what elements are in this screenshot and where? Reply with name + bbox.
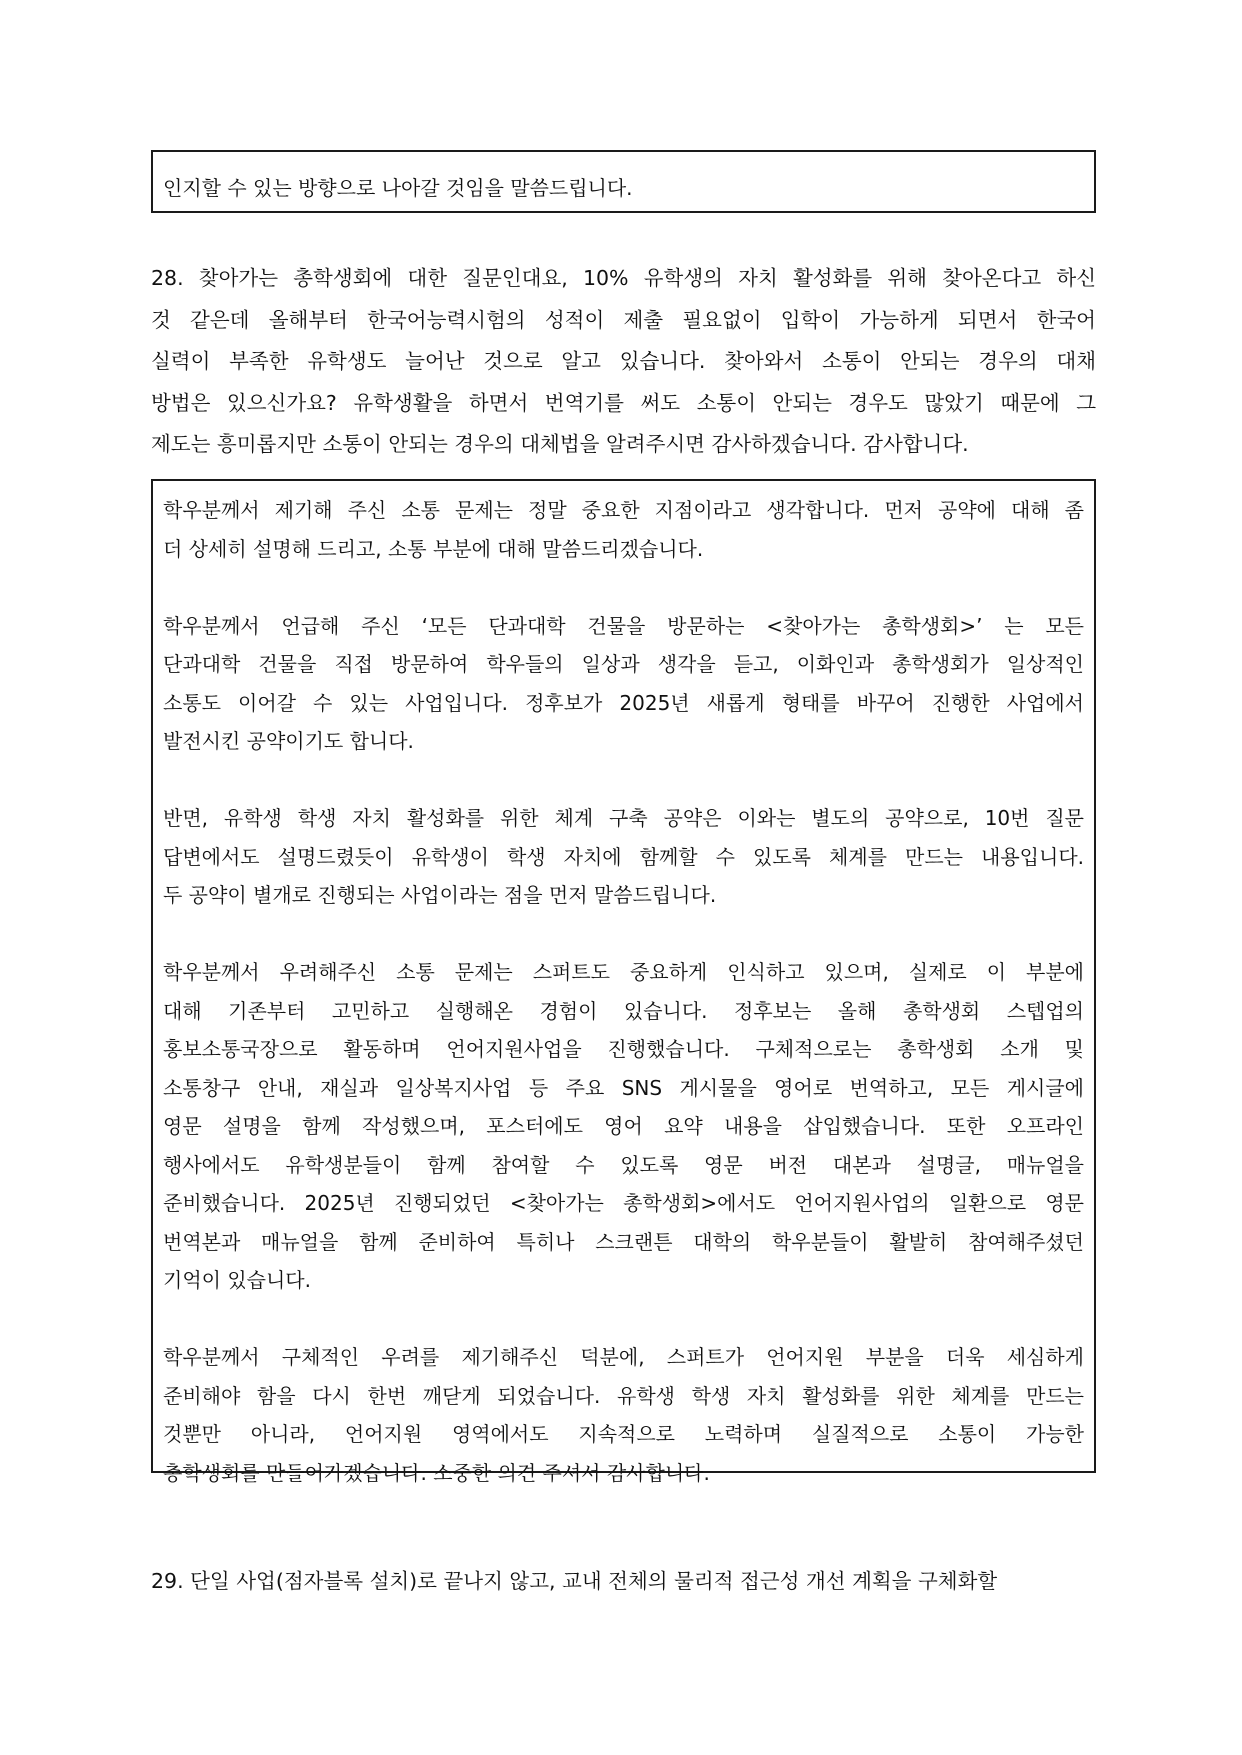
- question-28-line: 28. 찾아가는 총학생회에 대한 질문인대요, 10% 유학생의 자치 활성화를 위해 찾아온다고 하신: [151, 266, 1096, 290]
- answer-paragraph: [163, 799, 1084, 915]
- answer-line: 행사에서도 유학생분들이 함께 참여할 수 있도록 영문 버전 대본과 설명글, 매뉴얼을: [163, 1152, 1084, 1177]
- answer-line: 번역본과 매뉴얼을 함께 준비하여 특히나 스크랜튼 대학의 학우분들이 활발히 참여해주셨던: [163, 1229, 1084, 1254]
- answer-line: 발전시킨 공약이기도 합니다.: [163, 729, 414, 753]
- answer-line: 학우분께서 구체적인 우려를 제기해주신 덕분에, 스퍼트가 언어지원 부분을 더욱 세심하게: [163, 1345, 1084, 1369]
- question-28-line: 방법은 있으신가요? 유학생활을 하면서 번역기를 써도 소통이 안되는 경우도 많았기 때문에 그: [151, 390, 1096, 415]
- answer-paragraph: [163, 491, 1084, 568]
- question-28-line: 실력이 부족한 유학생도 늘어난 것으로 알고 있습니다. 찾아와서 소통이 안되는 경우의 대채: [151, 349, 1096, 373]
- question-28-line: 제도는 흥미롭지만 소통이 안되는 경우의 대체법을 알려주시면 감사하겠습니다. 감사합니다.: [151, 432, 969, 456]
- answer-line: 반면, 유학생 학생 자치 활성화를 위한 체계 구축 공약은 이와는 별도의 공약으로, 10번 질문: [163, 806, 1084, 830]
- answer-line: 준비해야 함을 다시 한번 깨닫게 되었습니다. 유학생 학생 자치 활성화를 위한 체계를 만드는: [163, 1383, 1084, 1408]
- previous-answer-box: [151, 150, 1096, 213]
- answer-line: 준비했습니다. 2025년 진행되었던 <찾아가는 총학생회>에서도 언어지원사업의 일환으로 영문: [163, 1191, 1084, 1215]
- answer-line: 학우분께서 제기해 주신 소통 문제는 정말 중요한 지점이라고 생각합니다. 먼저 공약에 대해 좀: [163, 498, 1084, 522]
- question-28-line: 것 같은데 올해부터 한국어능력시험의 성적이 제출 필요없이 입학이 가능하게 되면서 한국어: [151, 307, 1096, 332]
- answer-line: 기억이 있습니다.: [163, 1268, 311, 1292]
- answer-line: 소통도 이어갈 수 있는 사업입니다. 정후보가 2025년 새롭게 형태를 바꾸어 진행한 사업에서: [163, 690, 1084, 715]
- answer-paragraph: [163, 953, 1084, 1300]
- question-29: 29. 단일 사업(점자블록 설치)로 끝나지 않고, 교내 전체의 물리적 접근성 개선 계획을 구체화할: [151, 1569, 998, 1593]
- previous-answer-line: 인지할 수 있는 방향으로 나아갈 것임을 말씀드립니다.: [163, 176, 633, 200]
- answer-line: 홍보소통국장으로 활동하며 언어지원사업을 진행했습니다. 구체적으로는 총학생회 소개 및: [163, 1037, 1084, 1061]
- answer-line: 두 공약이 별개로 진행되는 사업이라는 점을 먼저 말씀드립니다.: [163, 883, 717, 907]
- question-28: [151, 258, 1096, 466]
- answer-line: 소통창구 안내, 재실과 일상복지사업 등 주요 SNS 게시물을 영어로 번역하고, 모든 게시글에: [163, 1075, 1084, 1100]
- answer-line: 대해 기존부터 고민하고 실행해온 경험이 있습니다. 정후보는 올해 총학생회 스텝업의: [163, 998, 1084, 1023]
- answer-28-box: [151, 479, 1096, 1485]
- answer-paragraph: [163, 607, 1084, 761]
- answer-line: 학우분께서 우려해주신 소통 문제는 스퍼트도 중요하게 인식하고 있으며, 실제로 이 부분에: [163, 960, 1084, 984]
- answer-line: 더 상세히 설명해 드리고, 소통 부분에 대해 말씀드리겠습니다.: [163, 536, 704, 561]
- answer-line: 영문 설명을 함께 작성했으며, 포스터에도 영어 요약 내용을 삽입했습니다. 또한 오프라인: [163, 1114, 1084, 1138]
- answer-paragraph: [163, 1338, 1084, 1492]
- answer-line: 답변에서도 설명드렸듯이 유학생이 학생 자치에 함께할 수 있도록 체계를 만드는 내용입니다.: [163, 844, 1084, 869]
- answer-line: 총학생회를 만들어가겠습니다. 소중한 의견 주셔서 감사합니다.: [163, 1460, 710, 1485]
- answer-line: 것뿐만 아니라, 언어지원 영역에서도 지속적으로 노력하며 실질적으로 소통이 가능한: [163, 1422, 1084, 1446]
- answer-line: 학우분께서 언급해 주신 ‘모든 단과대학 건물을 방문하는 <찾아가는 총학생회>’ 는 모든: [163, 613, 1084, 638]
- answer-line: 단과대학 건물을 직접 방문하여 학우들의 일상과 생각을 듣고, 이화인과 총학생회가 일상적인: [163, 652, 1084, 676]
